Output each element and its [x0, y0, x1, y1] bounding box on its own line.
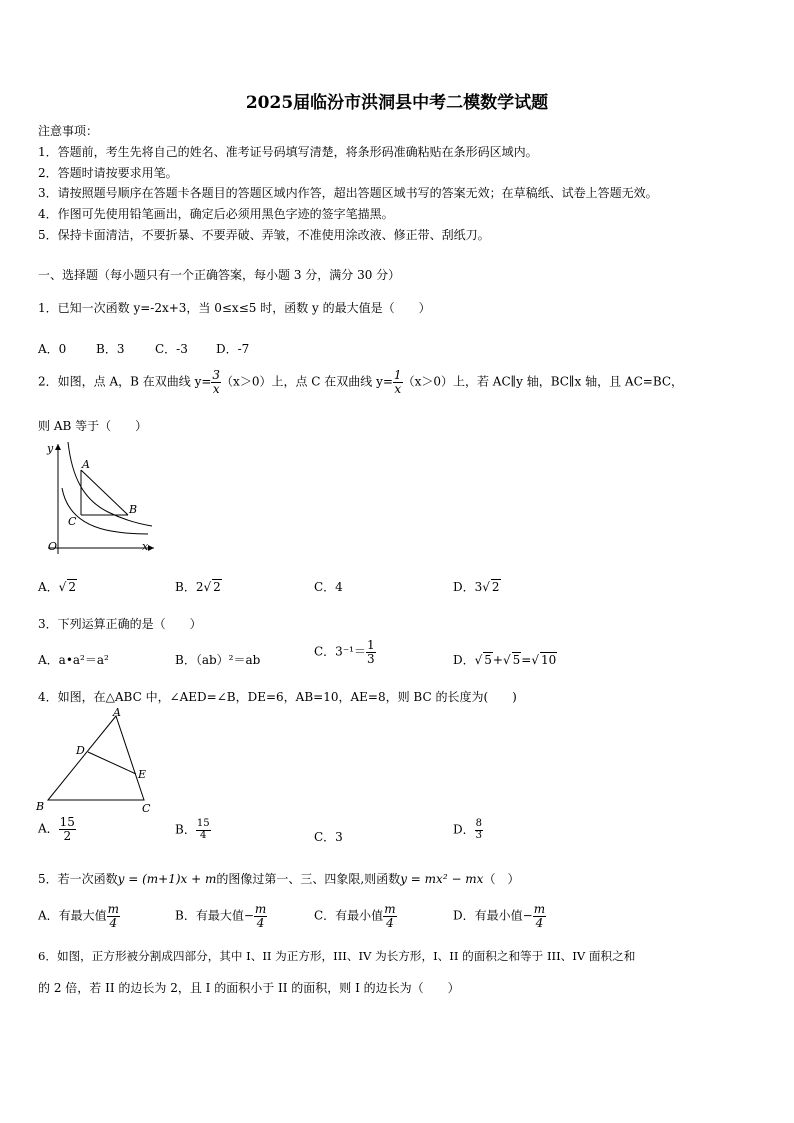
- label-b: B: [36, 800, 45, 813]
- notice-item: 2．答题时请按要求用笔。: [38, 166, 178, 180]
- q3-option-d: D．√ 5+√ 5=√ 10: [453, 653, 557, 667]
- q3-option-b: B．（ab）²＝ab: [175, 653, 261, 667]
- q2-option-c: C．4: [314, 580, 343, 594]
- q2-fraction-2: $\frac{1}{x}$: [393, 368, 402, 396]
- label-x: x: [142, 540, 149, 553]
- q4-option-c: C．3: [314, 830, 343, 844]
- q1-option-c: C．-3: [155, 342, 188, 356]
- label-d: D: [76, 744, 85, 757]
- section-heading: 一、选择题（每小题只有一个正确答案，每小题 3 分，满分 30 分）: [38, 268, 401, 282]
- question-6: 6．如图，正方形被分割成四部分，其中 I、II 为正方形，III、IV 为长方形，I、II 的面积之和等于 III、IV 面积之和: [38, 949, 636, 963]
- question-3: 3．下列运算正确的是（ ）: [38, 617, 202, 631]
- notice-heading: 注意事项：: [38, 124, 99, 138]
- q2-fraction-1: $\frac{3}{x}$: [212, 368, 221, 396]
- q5-option-c: C．有最小值 $\frac{m}{4}$: [314, 902, 396, 930]
- y-axis-arrow-icon: [55, 444, 61, 450]
- question-5: 5．若一次函数y = (m+1)x + m的图像过第一、三、四象限,则函数y = mx² − mx（ ）: [38, 872, 520, 886]
- q2-text-1: 2．如图，点 A，B 在双曲线 y=: [38, 374, 212, 389]
- label-y: y: [47, 442, 54, 455]
- page-title: 2025届临汾市洪洞县中考二模数学试题: [245, 93, 549, 113]
- label-b: B: [129, 503, 138, 516]
- label-o: O: [48, 540, 58, 553]
- q3-option-c: C．3⁻¹＝ $\frac{1}{3}$: [314, 638, 375, 666]
- q1-option-d: D．-7: [216, 342, 250, 356]
- question-4: 4．如图，在△ABC 中，∠AED=∠B，DE=6，AB=10，AE=8，则 BC 的长度为( ): [38, 690, 517, 704]
- x-axis-arrow-icon: [148, 545, 154, 551]
- q2-option-d: D．3√ 2: [453, 580, 500, 594]
- notice-item: 5．保持卡面清洁，不要折暴、不要弄破、弄皱，不准使用涂改液、修正带、刮纸刀。: [38, 228, 490, 242]
- question-2-line-2: 则 AB 等于（ ）: [38, 419, 148, 433]
- triangle-figure: [34, 706, 164, 818]
- q1-option-b: B．3: [96, 342, 125, 356]
- q2-text-3: （x＞0）上，若 AC∥y 轴，BC∥x 轴，且 AC=BC，: [402, 374, 684, 389]
- label-a: A: [82, 458, 90, 471]
- label-c: C: [68, 515, 77, 528]
- q2-text-2: （x＞0）上，点 C 在双曲线 y=: [221, 374, 393, 389]
- q5-option-a: A．有最大值 $\frac{m}{4}$: [38, 902, 120, 930]
- q3-option-a: A．a•a²＝a²: [38, 653, 109, 667]
- notice-item: 1．答题前，考生先将自己的姓名、准考证号码填写清楚，将条形码准确粘贴在条形码区域内。: [38, 145, 538, 159]
- q4-option-d: D． $\frac{8}{3}$: [453, 818, 482, 841]
- triangle-abc: [48, 716, 147, 800]
- question-1: 1．已知一次函数 y=-2x+3，当 0≤x≤5 时，函数 y 的最大值是（ ）: [38, 301, 431, 315]
- q5-option-b: B．有最大值− $\frac{m}{4}$: [175, 902, 267, 930]
- question-6-line-2: 的 2 倍，若 II 的边长为 2，且 I 的面积小于 II 的面积，则 I 的边长为（ ）: [38, 981, 460, 995]
- hyperbola-figure: [36, 438, 166, 558]
- label-c: C: [142, 802, 151, 815]
- notice-item: 3．请按照题号顺序在答题卡各题目的答题区域内作答，超出答题区域书写的答案无效；在草稿纸、试卷上答题无效。: [38, 186, 658, 200]
- q5-option-d: D．有最小值− $\frac{m}{4}$: [453, 902, 546, 930]
- q4-option-b: B． $\frac{15}{4}$: [175, 818, 210, 841]
- label-e: E: [138, 768, 147, 781]
- notice-item: 4．作图可先使用铅笔画出，确定后必须用黑色字迹的签字笔描黑。: [38, 207, 394, 221]
- q1-option-a: A．0: [38, 342, 67, 356]
- label-a: A: [113, 706, 121, 719]
- q2-option-a: A．√ 2: [38, 580, 76, 594]
- q2-option-b: B．2√ 2: [175, 580, 221, 594]
- segment-ab: [81, 470, 128, 515]
- question-2: [38, 369, 683, 395]
- q4-option-a: A． $\frac{15}{2}$: [38, 815, 75, 843]
- q5-formula-2: y = mx² − mx: [400, 872, 484, 886]
- q5-formula-1: y = (m+1)x + m: [117, 872, 217, 886]
